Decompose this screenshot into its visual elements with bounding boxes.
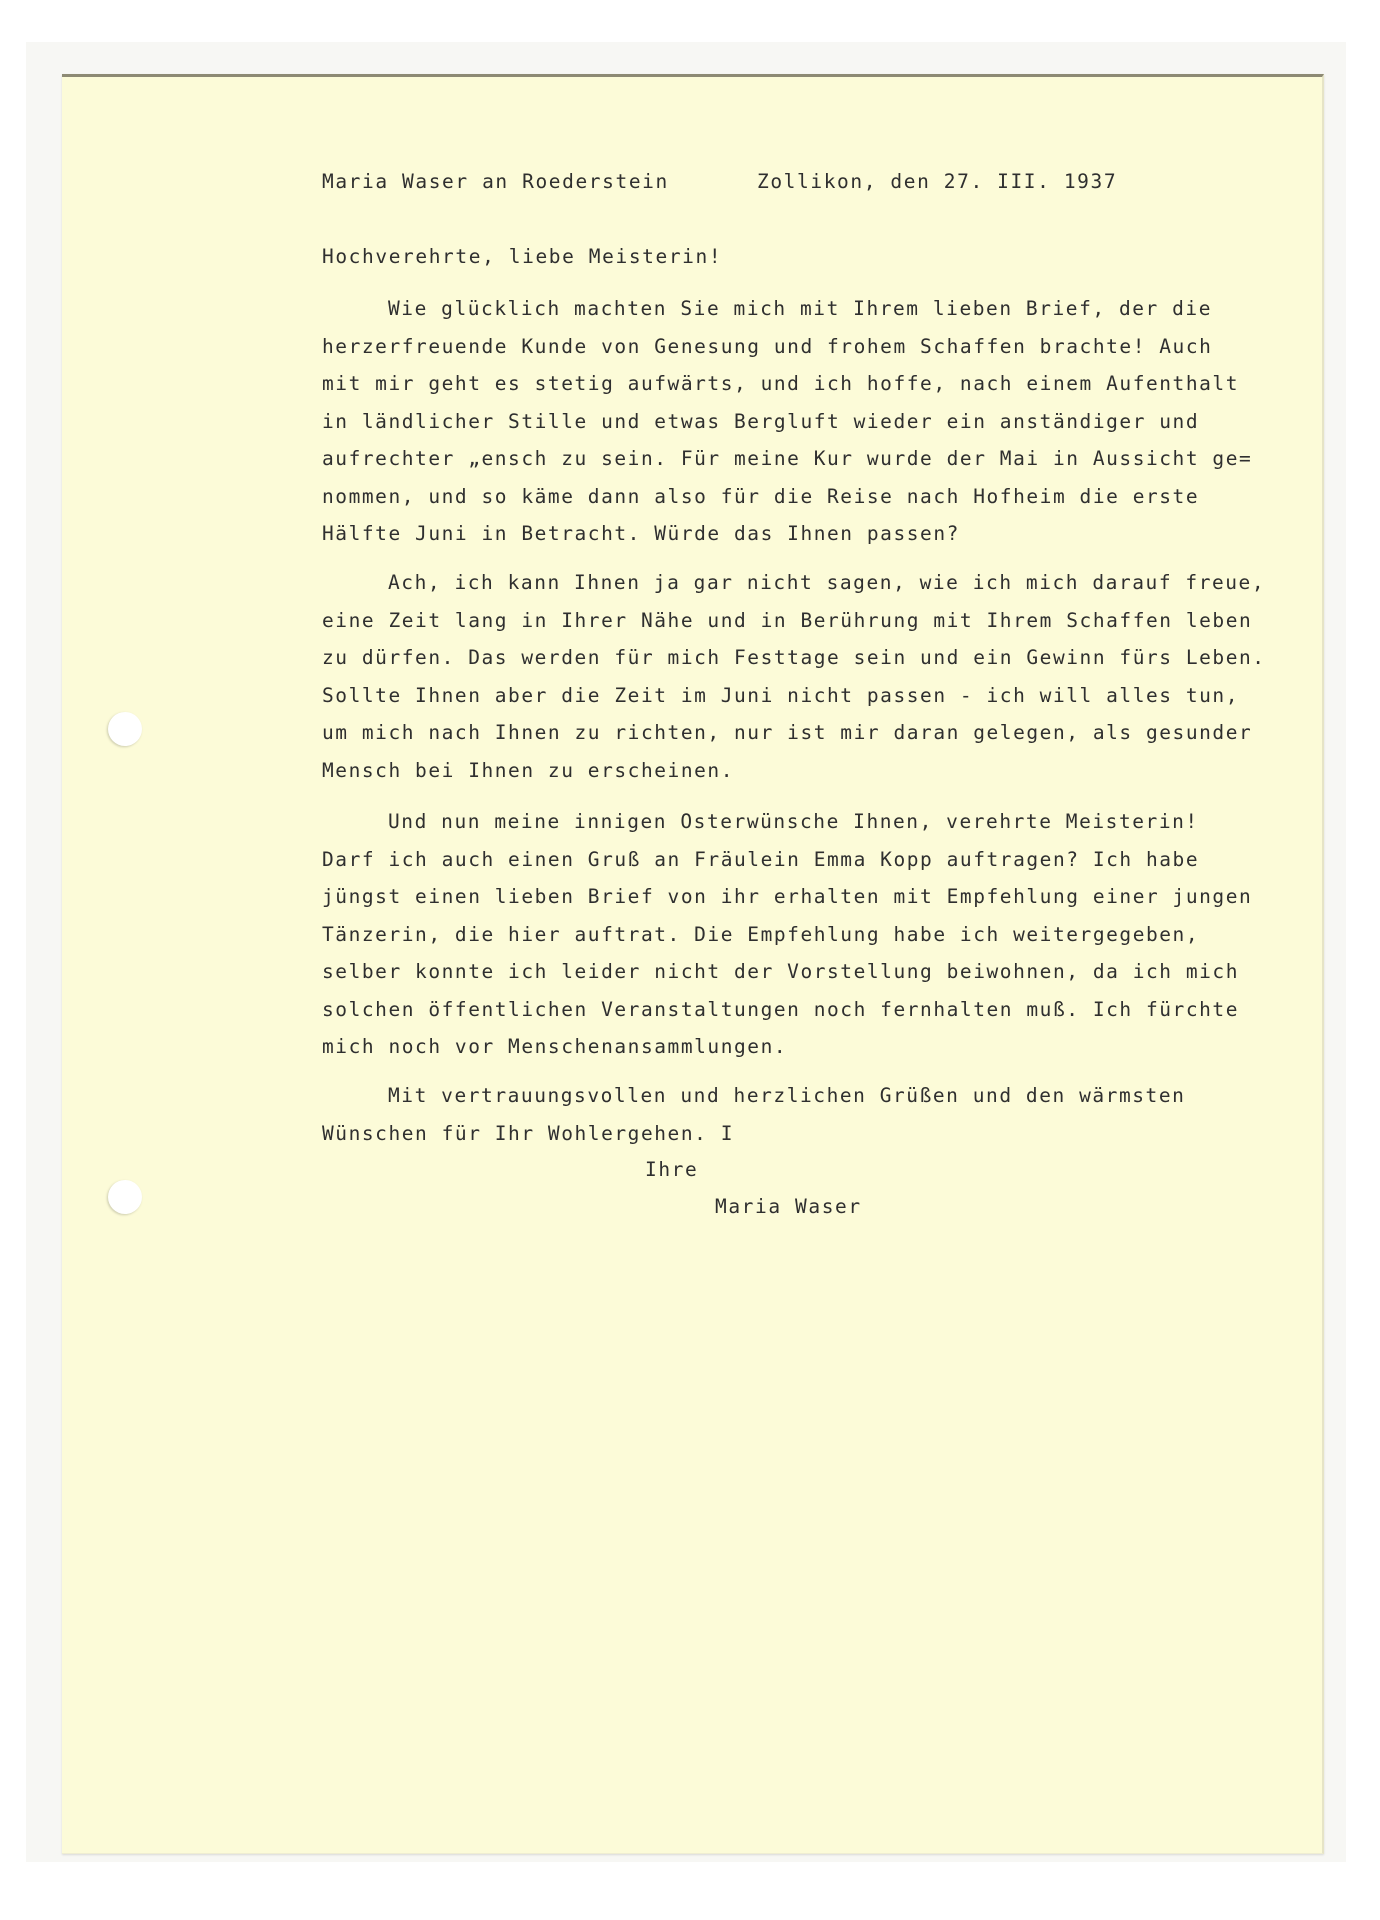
letter-closing: Ihre bbox=[645, 1158, 699, 1181]
letter-paragraph-4 bbox=[322, 1077, 1302, 1152]
punch-hole bbox=[108, 1180, 142, 1214]
punch-hole bbox=[108, 712, 142, 746]
letter-header-date: Zollikon, den 27. III. 1937 bbox=[757, 170, 1118, 193]
text-line: nommen, und so käme dann also für die Reise nach Hofheim die erste bbox=[322, 484, 1200, 508]
text-line: Mit vertrauungsvollen und herzlichen Grüßen und den wärmsten bbox=[388, 1084, 1186, 1107]
text-line: Und nun meine innigen Osterwünsche Ihnen, verehrte Meisterin! bbox=[388, 810, 1199, 833]
text-line: solchen öffentlichen Veranstaltungen noch fernhalten muß. Ich fürchte bbox=[322, 997, 1240, 1021]
text-line: Darf ich auch einen Gruß an Fräulein Emma Kopp auftragen? Ich habe bbox=[322, 847, 1200, 871]
text-line: eine Zeit lang in Ihrer Nähe und in Berührung mit Ihrem Schaffen leben bbox=[322, 608, 1253, 632]
text-line: mich noch vor Menschenansammlungen. bbox=[322, 1035, 788, 1058]
text-line: Tänzerin, die hier auftrat. Die Empfehlung habe ich weitergegeben, bbox=[322, 922, 1200, 946]
letter-paragraph-3 bbox=[322, 803, 1302, 1066]
text-line: selber konnte ich leider nicht der Vorstellung beiwohnen, da ich mich bbox=[322, 960, 1240, 983]
text-line: zu dürfen. Das werden für mich Festtage sein und ein Gewinn fürs Leben. bbox=[322, 646, 1266, 669]
text-line: herzerfreuende Kunde von Genesung und frohem Schaffen brachte! Auch bbox=[322, 334, 1213, 358]
text-line: Sollte Ihnen aber die Zeit im Juni nicht passen - ich will alles tun, bbox=[322, 683, 1240, 707]
text-line: Ach, ich kann Ihnen ja gar nicht sagen, wie ich mich darauf freue, bbox=[388, 571, 1266, 594]
letter-salutation: Hochverehrte, liebe Meisterin! bbox=[322, 245, 723, 268]
text-line: Hälfte Juni in Betracht. Würde das Ihnen passen? bbox=[322, 522, 960, 545]
text-line: jüngst einen lieben Brief von ihr erhalten mit Empfehlung einer jungen bbox=[322, 885, 1253, 908]
text-line: mit mir geht es stetig aufwärts, und ich hoffe, nach einem Aufenthalt bbox=[322, 372, 1240, 395]
letter-signature: Maria Waser bbox=[715, 1195, 862, 1218]
text-line: Wie glücklich machten Sie mich mit Ihrem lieben Brief, der die bbox=[388, 297, 1212, 320]
letter-paragraph-2 bbox=[322, 564, 1302, 789]
text-line: Mensch bei Ihnen zu erscheinen. bbox=[322, 758, 734, 782]
text-line: Wünschen für Ihr Wohlergehen. I bbox=[322, 1121, 734, 1145]
letter-header-sender: Maria Waser an Roederstein bbox=[322, 170, 669, 193]
text-line: in ländlicher Stille und etwas Bergluft wieder ein anständiger und bbox=[322, 409, 1200, 433]
letter-paragraph-1 bbox=[322, 290, 1302, 553]
text-line: aufrechter „ensch zu sein. Für meine Kur wurde der Mai in Aussicht ge= bbox=[322, 447, 1253, 470]
text-line: um mich nach Ihnen zu richten, nur ist mir daran gelegen, als gesunder bbox=[322, 721, 1253, 744]
